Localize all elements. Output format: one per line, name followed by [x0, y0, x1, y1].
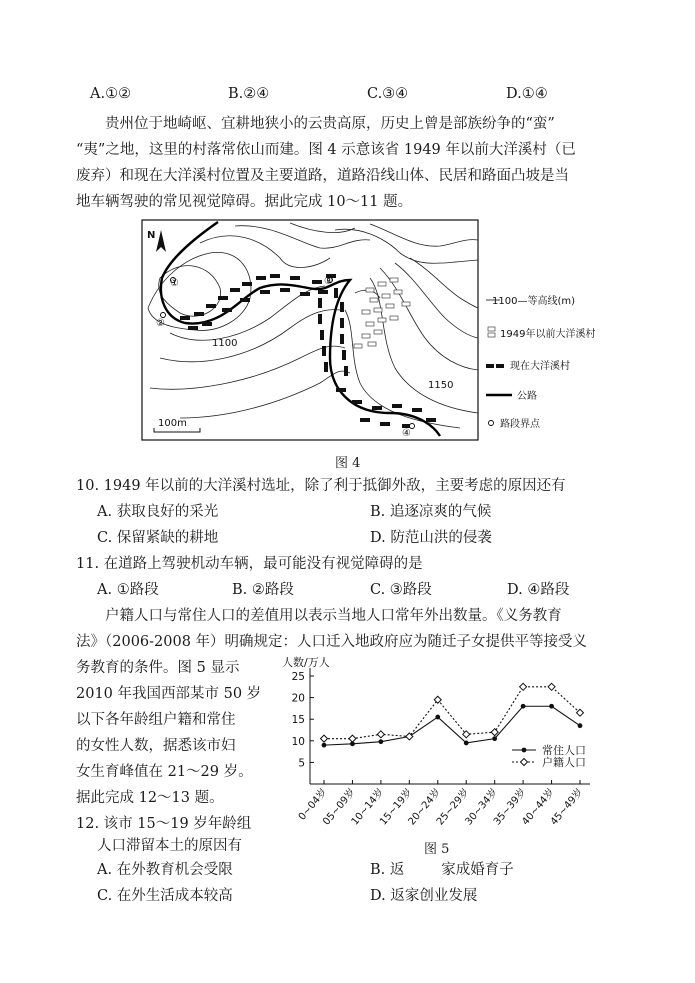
map-legend [486, 294, 595, 430]
data-point [464, 741, 469, 746]
q11-option-a: A. ①路段 [97, 582, 159, 598]
q12-option-b: B. 返 家成婚育子 [370, 862, 514, 878]
x-tick-label: 15~19岁 [378, 786, 415, 828]
contour-label-1150: 1150 [428, 380, 454, 391]
data-point [577, 709, 584, 716]
intro2-line: 女生育峰值在 21～29 岁。 [76, 764, 253, 780]
x-tick-label: 30~34岁 [463, 786, 500, 828]
data-point [349, 735, 356, 742]
q12-option-d: D. 返家创业发展 [370, 888, 478, 904]
intro2-line: 2010 年我国西部某市 50 岁 [76, 686, 262, 702]
q12-option-a: A. 在外教育机会受限 [97, 862, 233, 878]
x-tick-label: 35~39岁 [491, 786, 529, 828]
q12-stem-line: 人口滞留本土的原因有 [97, 838, 242, 854]
legend-new-village: 现在大洋溪村 [510, 361, 570, 372]
intro2-line: 以下各年龄组户籍和常住 [76, 712, 236, 728]
contour-label-1100: 1100 [212, 338, 238, 349]
north-label: N [147, 230, 156, 241]
q9-option-b: B.②④ [228, 86, 270, 102]
x-tick-label: 40~44岁 [520, 786, 557, 828]
q11-option-b: B. ②路段 [232, 582, 294, 598]
point-2-label: ② [156, 318, 165, 329]
intro1-line: “夷”之地，这里的村落常依山而建。图 4 示意该省 1949 年以前大洋溪村（已 [76, 142, 576, 158]
q9-option-c: C.③④ [367, 86, 409, 102]
data-point [548, 683, 555, 690]
legend-marker-resident [522, 748, 527, 753]
x-tick-label: 25~29岁 [434, 786, 472, 828]
y-tick-label: 15 [291, 714, 305, 727]
y-axis-label: 人数/万人 [282, 656, 330, 669]
point-4-label: ④ [402, 428, 411, 439]
q12-option-c: C. 在外生活成本较高 [97, 888, 233, 904]
legend-marker-registered [521, 759, 528, 766]
x-tick-label: 0~04岁 [296, 786, 330, 823]
data-point [321, 735, 328, 742]
data-point [521, 704, 526, 709]
q10-option-c: C. 保留紧缺的耕地 [97, 530, 219, 546]
x-tick-label: 20~24岁 [406, 786, 444, 828]
point-3-label: ③ [324, 276, 333, 287]
data-point [520, 683, 527, 690]
x-tick-label: 45~49岁 [548, 786, 586, 828]
legend-label-registered: 户籍人口 [542, 756, 586, 769]
data-point [491, 729, 498, 736]
y-tick-label: 25 [291, 671, 305, 683]
x-tick-label: 10~14岁 [349, 786, 387, 828]
point-1-label: ① [170, 278, 179, 289]
q11-option-c: C. ③路段 [370, 582, 432, 598]
figure-5-caption: 图 5 [424, 842, 450, 857]
series-line-registered [324, 687, 580, 739]
data-point [435, 715, 440, 720]
legend-label-resident: 常住人口 [542, 744, 586, 757]
q9-option-d: D.①④ [506, 86, 548, 102]
intro1-line: 废弃）和现在大洋溪村位置及主要道路，道路沿线山体、民居和路面凸坡是当 [76, 168, 569, 184]
figure-5-chart [280, 654, 625, 834]
intro2-line: 的女性人数，据悉该市妇 [76, 738, 236, 754]
figure-4-caption: 图 4 [335, 456, 361, 471]
data-point [578, 723, 583, 728]
series-line-resident [324, 706, 580, 745]
q11-stem: 11. 在道路上驾驶机动车辆，最可能没有视觉障碍的是 [76, 556, 423, 572]
legend-contour: 1100—等高线(m) [492, 296, 575, 307]
q11-option-d: D. ④路段 [507, 582, 570, 598]
legend-point: 路段界点 [500, 419, 540, 430]
intro2-line: 户籍人口与常住人口的差值用以表示当地人口常年外出数量。《义务教育 [105, 608, 562, 624]
q9-option-a: A.①② [90, 86, 132, 102]
y-tick-label: 20 [291, 692, 305, 705]
y-tick-label: 5 [298, 757, 305, 770]
figure-4-map [140, 218, 630, 444]
q10-option-d: D. 防范山洪的侵袭 [370, 530, 492, 546]
data-point [492, 736, 497, 741]
y-tick-label: 10 [291, 735, 305, 748]
data-point [377, 731, 384, 738]
x-tick-label: 05~09岁 [321, 786, 358, 828]
intro2-line: 法》（2006-2008 年）明确规定：人口迁入地政府应为随迁子女提供平等接受义 [76, 634, 588, 650]
scale-label: 100m [158, 418, 187, 429]
data-point [549, 704, 554, 709]
legend-road: 公路 [517, 391, 537, 402]
q10-stem: 10. 1949 年以前的大洋溪村选址，除了利于抵御外敌，主要考虑的原因还有 [76, 478, 566, 494]
q12-stem-line: 12. 该市 15～19 岁年龄组 [76, 816, 252, 832]
intro2-line: 务教育的条件。图 5 显示 [76, 660, 240, 676]
intro1-line: 地车辆驾驶的常见视觉障碍。据此完成 10～11 题。 [76, 194, 413, 210]
q10-option-a: A. 获取良好的采光 [97, 504, 219, 520]
data-point [378, 739, 383, 744]
intro1-line: 贵州位于地崎岖、宜耕地狭小的云贵高原，历史上曾是部族纷争的“蛮” [105, 116, 555, 132]
data-point [322, 743, 327, 748]
q10-option-b: B. 追逐凉爽的气候 [370, 504, 492, 520]
legend-old-village: 1949年以前大洋溪村 [500, 329, 596, 340]
intro2-line: 据此完成 12～13 题。 [76, 790, 224, 806]
